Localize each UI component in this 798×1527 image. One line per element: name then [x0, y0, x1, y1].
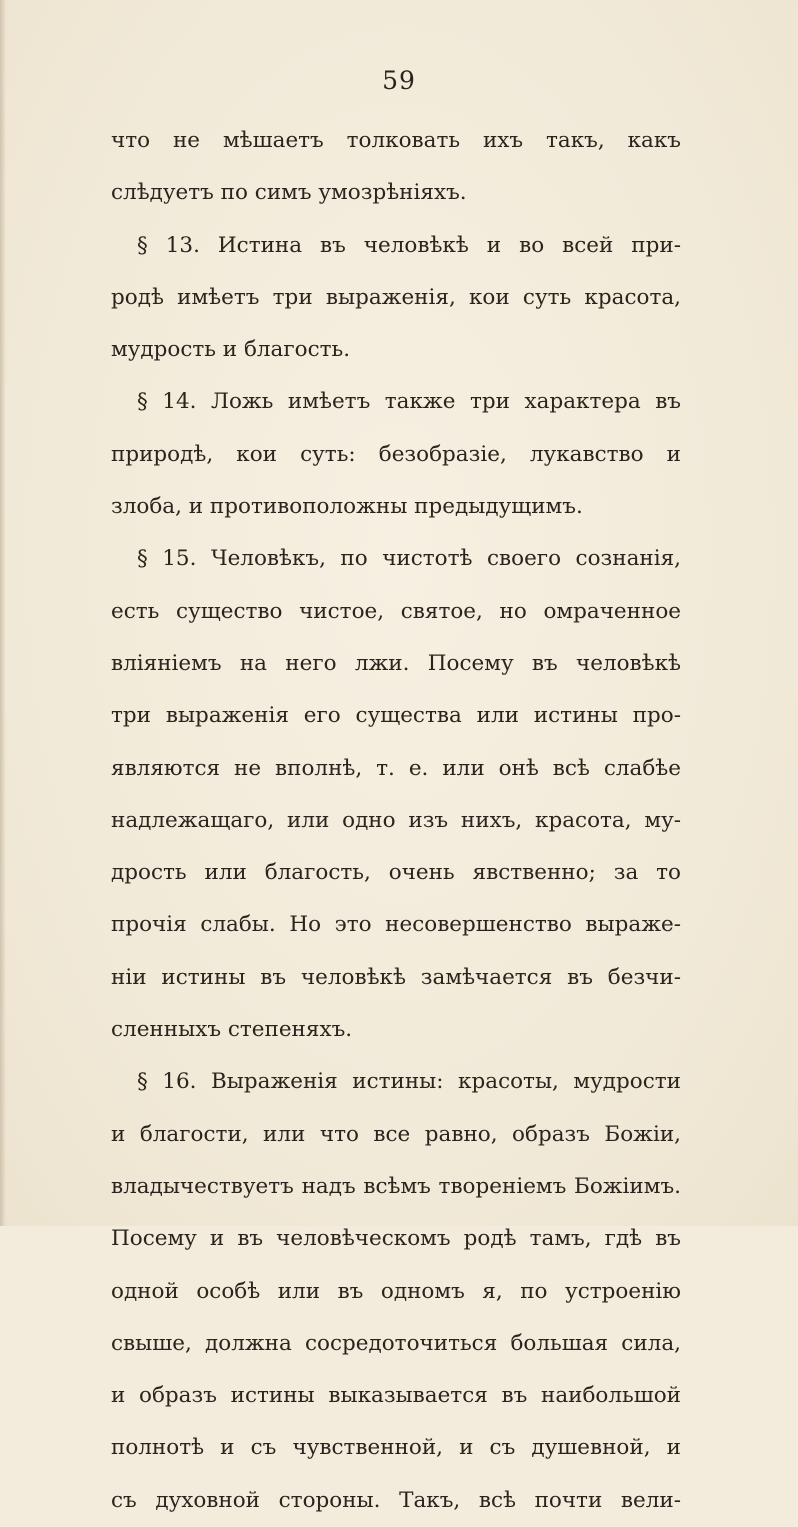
- text-line: свыше, должна сосредоточиться большая сила,: [111, 1330, 681, 1356]
- text-line: три выраженія его существа или истины про-: [111, 703, 681, 729]
- text-line: вліяніемъ на него лжи. Посему въ человѣкѣ: [111, 650, 681, 676]
- text-line: и образъ истины выказывается въ наибольшой: [111, 1383, 681, 1409]
- text-line: есть существо чистое, святое, но омраченное: [111, 598, 681, 624]
- text-line: прочія слабы. Но это несовершенство выраже-: [111, 912, 681, 938]
- page-edge-shadow: [0, 0, 6, 1226]
- text-line: злоба, и противоположны предыдущимъ.: [111, 494, 583, 520]
- text-line: владычествуетъ надъ всѣмъ твореніемъ Божіимъ.: [111, 1173, 681, 1199]
- text-line: природѣ, кои суть: безобразіе, лукавство и: [111, 441, 681, 467]
- text-line: что не мѣшаетъ толковать ихъ такъ, какъ: [111, 128, 681, 153]
- text-line: съ духовной стороны. Такъ, всѣ почти вели-: [111, 1487, 681, 1513]
- text-line: и благости, или что все равно, образъ Божіи,: [111, 1121, 681, 1147]
- text-line: дрость или благость, очень явственно; за то: [111, 860, 681, 886]
- text-line: полнотѣ и съ чувственной, и съ душевной, и: [111, 1435, 681, 1461]
- body-text: [111, 115, 681, 1527]
- page-number: 59: [382, 66, 416, 95]
- text-line: надлежащаго, или одно изъ нихъ, красота, му-: [111, 807, 681, 833]
- text-line: Посему и въ человѣческомъ родѣ тамъ, гдѣ въ: [111, 1226, 681, 1252]
- text-line: мудрость и благость.: [111, 337, 351, 363]
- text-line: сленныхъ степеняхъ.: [111, 1017, 353, 1043]
- text-line: слѣдуетъ по симъ умозрѣніяхъ.: [111, 180, 467, 206]
- text-line: являются не вполнѣ, т. е. или онѣ всѣ слабѣе: [111, 755, 681, 781]
- text-line: § 13. Истина въ человѣкѣ и во всей при-: [137, 232, 681, 258]
- text-line: ніи истины въ человѣкѣ замѣчается въ безчи-: [111, 964, 681, 990]
- text-line: § 14. Ложь имѣетъ также три характера въ: [137, 389, 681, 415]
- text-line: § 16. Выраженія истины: красоты, мудрости: [137, 1069, 681, 1095]
- text-line: одной особѣ или въ одномъ я, по устроенію: [111, 1278, 681, 1304]
- text-line: § 15. Человѣкъ, по чистотѣ своего сознанія,: [137, 546, 681, 572]
- text-line: родѣ имѣетъ три выраженія, кои суть красота,: [111, 284, 681, 310]
